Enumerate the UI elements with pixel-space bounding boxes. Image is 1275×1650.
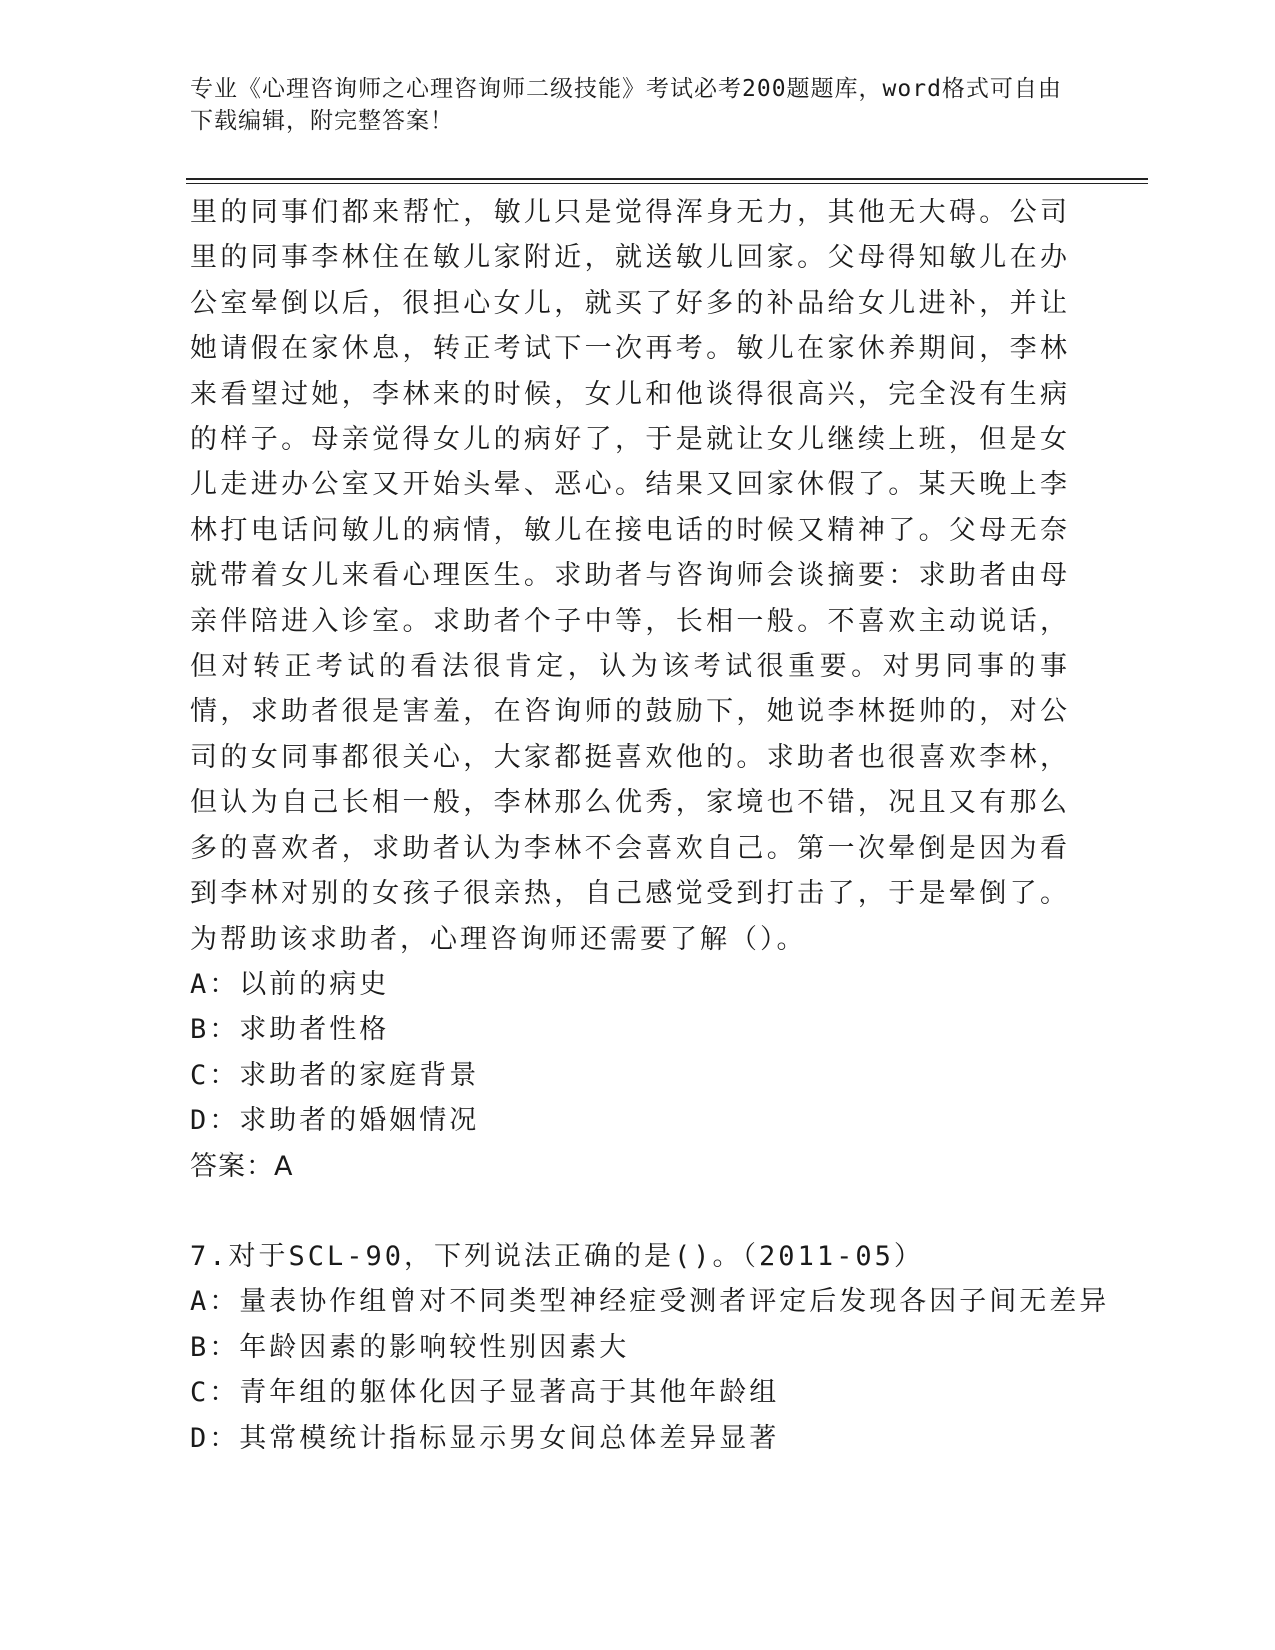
- header-divider-thick: [186, 178, 1148, 180]
- question-7-option-b: B：年龄因素的影响较性别因素大: [190, 1331, 630, 1363]
- question-6-passage: 里的同事们都来帮忙，敏儿只是觉得浑身无力，其他无大碍。公司里的同事李林住在敏儿家附近，就送敏儿回家。父母得知敏儿在办公室晕倒以后，很担心女儿，就买了好多的补品给女儿进补，并让她请假在家休息，转正考试下一次再考。敏儿在家休养期间，李林来看望过她，李林来的时候，女儿和他谈得很高兴，完全没有生病的样子。母亲觉得女儿的病好了，于是就让女儿继续上班，但是女儿走进办公室又开始头晕、恶心。结果又回家休假了。某天晚上李林打电话问敏儿的病情，敏儿在接电话的时候又精神了。父母无奈就带着女儿来看心理医生。求助者与咨询师会谈摘要：求助者由母亲伴陪进入诊室。求助者个子中等，长相一般。不喜欢主动说话，但对转正考试的看法很肯定，认为该考试很重要。对男同事的事情，求助者很是害羞，在咨询师的鼓励下，她说李林挺帅的，对公司的女同事都很关心，大家都挺喜欢他的。求助者也很喜欢李林，但认为自己长相一般，李林那么优秀，家境也不错，况且又有那么多的喜欢者，求助者认为李林不会喜欢自己。第一次晕倒是因为看到李林对别的女孩子很亲热，自己感觉受到打击了，于是晕倒了。为帮助该求助者，心理咨询师还需要了解（）。: [190, 197, 1070, 955]
- question-6-option-d: D：求助者的婚姻情况: [190, 1105, 480, 1137]
- question-7-option-c: C：青年组的躯体化因子显著高于其他年龄组: [190, 1377, 780, 1409]
- question-6-answer: 答案：A: [190, 1150, 294, 1182]
- question-6-option-a: A：以前的病史: [190, 968, 390, 1000]
- question-7-stem: 7.对于SCL-90，下列说法正确的是()。（2011-05）: [190, 1240, 924, 1272]
- question-7-option-a: A：量表协作组曾对不同类型神经症受测者评定后发现各因子间无差异: [190, 1286, 1110, 1318]
- question-spacer: [190, 1189, 1070, 1234]
- question-6-option-c: C：求助者的家庭背景: [190, 1059, 480, 1091]
- question-7-option-d: D：其常模统计指标显示男女间总体差异显著: [190, 1422, 780, 1454]
- document-header: 专业《心理咨询师之心理咨询师二级技能》考试必考200题题库，word格式可自由下载编辑，附完整答案！: [190, 76, 1062, 134]
- question-6-option-b: B：求助者性格: [190, 1014, 390, 1046]
- document-body: [190, 190, 1110, 1461]
- question-7-options: [190, 1279, 1110, 1461]
- header-divider-thin: [186, 183, 1148, 184]
- question-6-options: [190, 962, 1070, 1144]
